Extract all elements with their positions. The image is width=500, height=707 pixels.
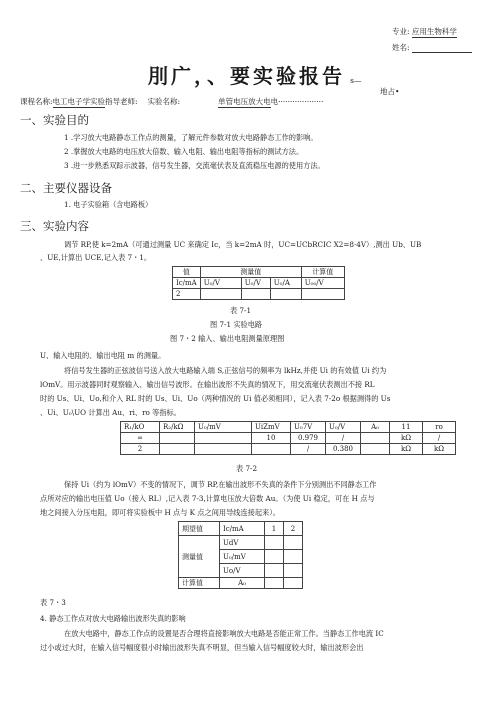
page-title: 刖广，、要实验报告 xyxy=(148,64,345,88)
t3-row-ud: UdV xyxy=(220,536,265,550)
objective-2: 2 .掌握放大电路的电压放大倍数、输入电阻、输出电阻等指标的测试方法。 xyxy=(64,147,304,156)
section-content-heading: 三、实验内容 xyxy=(20,219,89,233)
t3-header-label: 期望值 xyxy=(179,522,220,536)
objective-3: 3 .进一步熟悉双踪示波器，信号发生器，交流毫伏表及直流稳压电源的使用方法。 xyxy=(64,161,325,170)
t1-group-value: 值 xyxy=(173,267,201,278)
t1-group-calc: 计算值 xyxy=(301,267,344,278)
equipment-item: 1. 电子实验箱（含电路板） xyxy=(64,200,153,209)
para2: U、输入电阻的、输出电阻 m 的测量。 xyxy=(40,351,166,360)
para1-line1: 调节 RP,使 k=2mA（可通过测量 UC 来确定 Ic，当 k=2mA 时，UC=UCbRCIC X2=8·4V）,测出 Ub、UB xyxy=(64,240,422,249)
t2-r2-uo1: / xyxy=(291,444,326,455)
table-7-1 xyxy=(172,266,345,300)
t2-r1-rl: ∞ xyxy=(121,433,160,444)
table-7-2 xyxy=(120,421,456,455)
para4-line1: 保持 Ui（约为 lOmV）不变的情况下，调节 RP,在输出波形不失真的条件下分别测出不同静态工作 xyxy=(64,480,377,489)
t3-cell xyxy=(265,564,284,578)
course-row xyxy=(20,96,323,108)
t2-header-ro: ro xyxy=(423,422,456,433)
t3-header-1: 1 xyxy=(265,522,284,536)
t3-row-uo: Uo/V xyxy=(220,564,265,578)
experiment-value: 单管电压放大电 xyxy=(218,97,271,106)
t2-r1-uo2: / xyxy=(326,433,361,444)
course-label: 课程名称: xyxy=(20,97,53,106)
section-objectives-heading: 一、实验目的 xyxy=(20,113,89,127)
t1-cell xyxy=(270,289,301,300)
t3-cell xyxy=(265,550,284,564)
experiment-tail: 电··················· xyxy=(270,97,324,106)
table-7-3 xyxy=(178,521,303,589)
major-row xyxy=(392,26,457,38)
t2-r2-ui xyxy=(252,444,291,455)
para5-line2: 过小或过大时，在输入信号幅度很小时输出波形失真不明显，但当输入信号幅度较大时，输出波形会出 xyxy=(40,643,364,652)
t2-r1-ui: 10 xyxy=(252,433,291,444)
para1-line2: 、UE,计算出 UCE,记入表 7・1。 xyxy=(40,253,152,262)
t3-header-ic: Ic/mA xyxy=(220,522,265,536)
t3-calc-label: 计算值 xyxy=(179,578,220,589)
t3-row-ui: U₀/mV xyxy=(220,550,265,564)
t3-cell xyxy=(265,536,284,550)
t2-r1-ri: kΩ xyxy=(390,433,423,444)
name-label: 姓名: xyxy=(392,43,410,52)
t2-r1-us xyxy=(195,433,252,444)
t3-header-2: 2 xyxy=(284,522,303,536)
t3-cell xyxy=(284,564,303,578)
t2-r1-ro: / xyxy=(423,433,456,444)
table-7-2-caption: 表 7-2 xyxy=(236,464,258,473)
t1-header-uce: U₀₀/V xyxy=(301,278,344,289)
para3-line1: 将信号发生器的正弦波信号送入放大电路输入端 S,正弦信号的频率为 lkHz,并使 Ui 的有效值 Ui 约为 xyxy=(64,366,387,375)
t3-measured-label: 测量值 xyxy=(179,536,220,578)
t2-r2-ri: kΩ xyxy=(390,444,423,455)
t2-r1-rs xyxy=(160,433,195,444)
t2-r2-au xyxy=(361,444,390,455)
page-title-row xyxy=(148,60,361,89)
t1-cell xyxy=(241,289,270,300)
figure-7-2-caption: 图 7・2 输入、输出电阻测量原理图 xyxy=(170,334,285,343)
t1-header-u3: U₀/A xyxy=(270,278,301,289)
t2-header-rl: R₁/kO xyxy=(121,422,160,433)
objective-1: 1 .学习放大电路静态工作点的测量，了解元件参数对放大电路静态工作的影响。 xyxy=(64,133,318,142)
para4-line2: 点所对应的输出电压值 Uo（接入 RL）,记入表 7-3,计算电压放大倍数 Au。（为使 Ui 稳定，可在 H 点与 xyxy=(40,494,375,503)
t2-r1-uo1: 0.979 xyxy=(291,433,326,444)
page-title-suffix: s— xyxy=(350,76,362,85)
para4-line3: 地之间接入分压电阻，即可将实验板中 H 点与 K 点之间用导线连接起来）。 xyxy=(40,508,280,517)
t2-header-us: U₀/mV xyxy=(195,422,252,433)
t2-header-ri: 11 xyxy=(390,422,423,433)
t2-header-rs: R₂/kΩ xyxy=(160,422,195,433)
t3-cell xyxy=(284,550,303,564)
t3-row-au: A₀ xyxy=(220,578,265,589)
t2-r2-uo2: 0.380 xyxy=(326,444,361,455)
t2-header-au: A₀ xyxy=(361,422,390,433)
para3-line3: 时的 Us、Ui、Uo,和介入 RL 时的 Us、Ui、Uo（两种情况的 Ui 值必须相同），记入表 7-2o 根据测得的 Us xyxy=(40,394,391,403)
para3-line4: 、Ui、U₀\UO 计算出 Au、ri、ro 等指标。 xyxy=(40,408,181,417)
name-row xyxy=(392,42,472,53)
table-7-1-caption: 表 7-1 xyxy=(230,306,252,315)
t1-header-u2: U₀/V xyxy=(241,278,270,289)
t1-header-u1: U₀/V xyxy=(200,278,241,289)
para3-line2: lOmV。用示波器同时观察输入、输出信号波形。在输出波形不失真的情况下，用交流毫伏表测出不接 RL xyxy=(40,380,375,389)
subsection-4-heading: 4. 静态工作点对放大电路输出波形失真的影响 xyxy=(40,614,186,623)
t2-r2-rl: 2 xyxy=(121,444,160,455)
place-label: 地占• xyxy=(380,87,400,96)
t1-cell-ic: 2 xyxy=(173,289,201,300)
name-value-line xyxy=(412,43,472,53)
t3-cell xyxy=(284,536,303,550)
t2-header-ui: UiZmV xyxy=(252,422,291,433)
experiment-label: 实验名称: xyxy=(147,97,181,106)
teacher-label: 指导老师: xyxy=(105,97,138,106)
section-equipment-heading: 二、主要仪器设备 xyxy=(20,181,112,195)
t2-header-uo2: U₀/V xyxy=(326,422,361,433)
t2-r2-us xyxy=(195,444,252,455)
figure-7-1-caption: 图 7-1 实验电路 xyxy=(210,320,263,329)
t3-cell xyxy=(265,578,284,589)
t2-r1-au xyxy=(361,433,390,444)
t1-cell xyxy=(301,289,344,300)
t2-r2-ro: kΩ xyxy=(423,444,456,455)
t2-r2-rs xyxy=(160,444,195,455)
course-value: 电工电子学实验 xyxy=(52,97,106,106)
major-label: 专业: xyxy=(392,27,410,36)
table-7-3-caption: 表 7・3 xyxy=(40,598,66,607)
major-value: 应用生物科学 xyxy=(411,27,457,36)
t1-cell xyxy=(200,289,241,300)
t1-group-measured: 测量值 xyxy=(200,267,301,278)
t2-header-uo1: U₀7V xyxy=(291,422,326,433)
para5-line1: 在放大电路中，静态工作点的设置是否合理将直接影响放大电路是否能正常工作。当静态工作电流 IC xyxy=(64,629,384,638)
t3-cell xyxy=(284,578,303,589)
t1-header-ic: Ic/mA xyxy=(173,278,201,289)
